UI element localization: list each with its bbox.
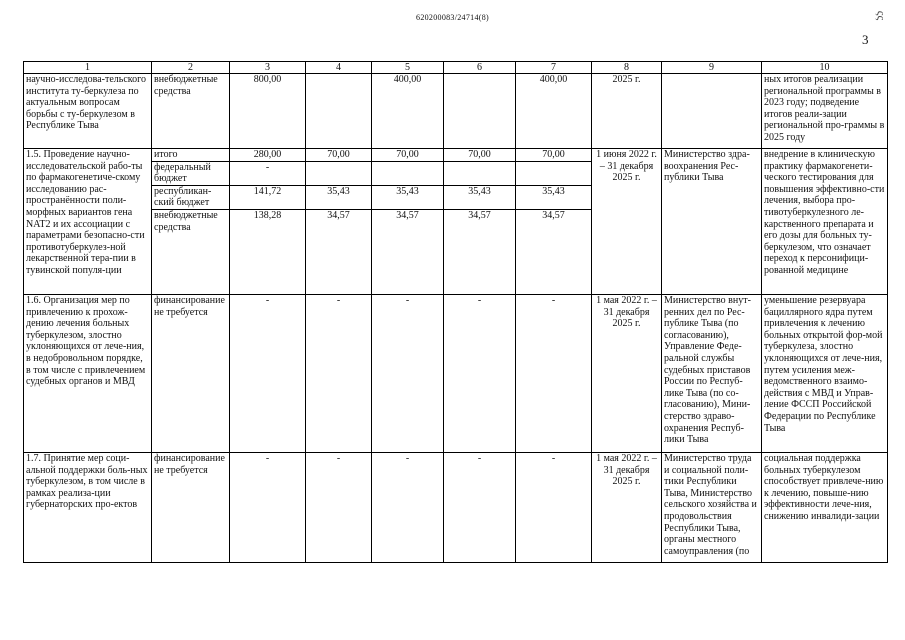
deadline: 2025 г.: [592, 74, 662, 149]
table-row: [24, 74, 888, 149]
header-col-3: 3: [230, 62, 306, 74]
measure-name: 1.7. Принятие мер соци-альной поддержки боль-ных туберкулезом, в том числе в рамках реализа-ции губернаторских про-ектов: [24, 452, 152, 562]
amount-year-2: -: [372, 294, 444, 452]
amount-total: -: [230, 294, 306, 452]
funding-source: внебюджетные средства: [152, 74, 230, 149]
expected-result: социальная поддержка больных туберкулезом способствует привлече-нию к лечению, повыше-нию эффективности лече-ния, снижению инвалиди-зации: [762, 452, 888, 562]
column-number-header: [24, 62, 888, 74]
amount-total: 138,28: [230, 209, 306, 294]
document-id: 620200083/24714(8): [416, 13, 489, 22]
measure-name: научно-исследова-тельского института ту-беркулеза по актуальным вопросам борьбы с ту-беркулезом в Республике Тыва: [24, 74, 152, 149]
amount-year-4: 35,43: [516, 185, 592, 209]
amount-year-2: 34,57: [372, 209, 444, 294]
header-col-10: 10: [762, 62, 888, 74]
header-col-2: 2: [152, 62, 230, 74]
expected-result: уменьшение резервуара бациллярного ядра путем привлечения к лечению больных открытой фор-мой туберкулеза, злостно уклоняющихся от лече-ния, путем усиления меж-ведомственного взаимо-действия с МВД и Управ-ление ФССП Российской Федерации по Республике Тыва: [762, 294, 888, 452]
header-col-6: 6: [444, 62, 516, 74]
amount-year-3: 34,57: [444, 209, 516, 294]
responsible: Министерство внут-ренних дел по Рес-публике Тыва (по согласованию), Управление Феде-ральной службы судебных приставов России по Респуб-лике Тыва (по со-гласованию), Мини-стерство здраво-охранения Респуб-лики Тыва: [662, 294, 762, 452]
amount-year-4: 400,00: [516, 74, 592, 149]
amount-year-2: 400,00: [372, 74, 444, 149]
amount-total: 280,00: [230, 149, 306, 162]
expected-result: внедрение в клиническую практику фармакогенети-ческого тестирования для повышения эффективно-сти лечения, выбора про-тивотуберкулезного ле-карственного препарата и его дозы для больных ту-беркулезом, что означает переход к персонифици-рованной медицине: [762, 149, 888, 295]
amount-year-3: [444, 161, 516, 185]
amount-total: -: [230, 452, 306, 562]
amount-total: 141,72: [230, 185, 306, 209]
amount-year-1: 35,43: [306, 185, 372, 209]
funding-source: итого: [152, 149, 230, 162]
amount-year-3: [444, 74, 516, 149]
amount-year-2: -: [372, 452, 444, 562]
amount-year-4: -: [516, 452, 592, 562]
amount-year-2: 70,00: [372, 149, 444, 162]
amount-year-4: -: [516, 294, 592, 452]
measures-table: [23, 61, 888, 563]
amount-total: -: [230, 161, 306, 185]
deadline: 1 мая 2022 г. – 31 декабря 2025 г.: [592, 294, 662, 452]
funding-source: федеральный бюджет: [152, 161, 230, 185]
corner-handwritten-mark: ςς: [874, 10, 889, 21]
table-row: [24, 294, 888, 452]
amount-year-1: -: [306, 294, 372, 452]
amount-year-3: 70,00: [444, 149, 516, 162]
amount-year-1: -: [306, 452, 372, 562]
responsible: Министерство труда и социальной поли-тики Республики Тыва, Министерство сельского хозяйства и продовольствия Республики Тыва, органы местного самоуправления (по: [662, 452, 762, 562]
measure-name: 1.6. Организация мер по привлечению к прохож-дению лечения больных туберкулезом, злостно уклоняющихся от лече-ния, в недобровольном порядке, в том числе с привлечением судебных органов и МВД: [24, 294, 152, 452]
amount-total: 800,00: [230, 74, 306, 149]
amount-year-3: -: [444, 294, 516, 452]
funding-source: республикан-ский бюджет: [152, 185, 230, 209]
expected-result: ных итогов реализации региональной программы в 2023 году; подведение итогов реали-зации региональной про-граммы в 2025 году: [762, 74, 888, 149]
table-row: [24, 149, 888, 162]
header-col-7: 7: [516, 62, 592, 74]
amount-year-4: 34,57: [516, 209, 592, 294]
funding-source: финансирование не требуется: [152, 294, 230, 452]
amount-year-3: 35,43: [444, 185, 516, 209]
responsible: Министерство здра-воохранения Рес-публики Тыва: [662, 149, 762, 295]
deadline: 1 мая 2022 г. – 31 декабря 2025 г.: [592, 452, 662, 562]
amount-year-2: [372, 161, 444, 185]
amount-year-4: [516, 161, 592, 185]
header-col-5: 5: [372, 62, 444, 74]
funding-source: финансирование не требуется: [152, 452, 230, 562]
header-col-9: 9: [662, 62, 762, 74]
page-number: 3: [862, 32, 869, 47]
funding-source: внебюджетные средства: [152, 209, 230, 294]
responsible: [662, 74, 762, 149]
amount-year-1: 70,00: [306, 149, 372, 162]
header-col-1: 1: [24, 62, 152, 74]
measure-name: 1.5. Проведение научно-исследовательской рабо-ты по фармакогенетиче-скому исследованию рас-пространённости поли-морфных вариантов гена NAT2 и их ассоциации с параметрами безопасно-сти противотуберкулез-ной лекарственной тера-пии в тувинской популя-ции: [24, 149, 152, 295]
amount-year-2: 35,43: [372, 185, 444, 209]
table-row: [24, 452, 888, 562]
amount-year-1: 34,57: [306, 209, 372, 294]
amount-year-4: 70,00: [516, 149, 592, 162]
deadline: 1 июня 2022 г. – 31 декабря 2025 г.: [592, 149, 662, 295]
amount-year-1: [306, 74, 372, 149]
amount-year-3: -: [444, 452, 516, 562]
header-col-8: 8: [592, 62, 662, 74]
amount-year-1: [306, 161, 372, 185]
header-col-4: 4: [306, 62, 372, 74]
